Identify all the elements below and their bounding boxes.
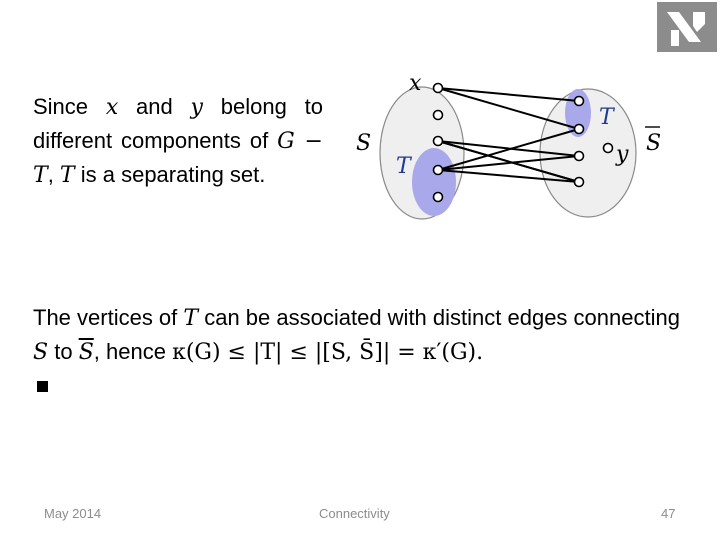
math-T-3: T [183,306,199,331]
text-belong: belong to different components of [33,94,323,153]
label-T-right: T [599,105,614,130]
math-S: S [33,340,49,365]
university-logo [657,2,717,52]
vertex-r2 [575,125,584,134]
math-T: T [33,163,48,188]
label-S: S [356,131,372,156]
label-x: x [409,71,422,96]
qed-square [37,381,48,392]
text-and: and [136,94,173,119]
vertex-r3 [575,152,584,161]
footer-title: Connectivity [319,506,390,521]
vertex-x [434,84,443,93]
math-inequality: κ(G) ≤ |T| ≤ |[S, S̄]| = κ′(G). [172,340,484,365]
label-y: y [616,142,629,167]
text-vertices-of: The vertices of [33,305,178,330]
math-G: G [277,129,295,154]
footer-date: May 2014 [44,506,102,521]
text-comma: , [47,162,60,187]
text-associated: can be associated with distinct edges connecting [204,305,680,330]
text-hence: , hence [93,339,166,364]
vertex-l3 [434,137,443,146]
label-Sbar: S [646,131,662,156]
vertex-l5 [434,193,443,202]
label-T-left: T [396,154,411,179]
vertex-l2 [434,111,443,120]
highlight-T-left [412,148,456,216]
logo-glyph-icon [657,2,717,52]
math-minus: − [294,129,323,154]
text-separating: is a separating set. [80,162,266,187]
vertex-r4 [575,178,584,187]
vertex-l4 [434,166,443,175]
bipartite-cut-diagram [340,60,680,240]
vertex-y [604,144,613,153]
text-since: Since [33,94,89,119]
math-y: y [190,95,203,120]
footer-page-number: 47 [661,506,676,521]
text-to: to [54,339,73,364]
math-Sbar: $\overline{S}$ [78,340,94,365]
statement-paragraph [33,90,323,192]
conclusion-paragraph [33,301,693,369]
left-side-S [380,87,464,219]
math-x: x [105,95,119,120]
vertex-r1 [575,97,584,106]
math-T-2: T [59,163,75,188]
